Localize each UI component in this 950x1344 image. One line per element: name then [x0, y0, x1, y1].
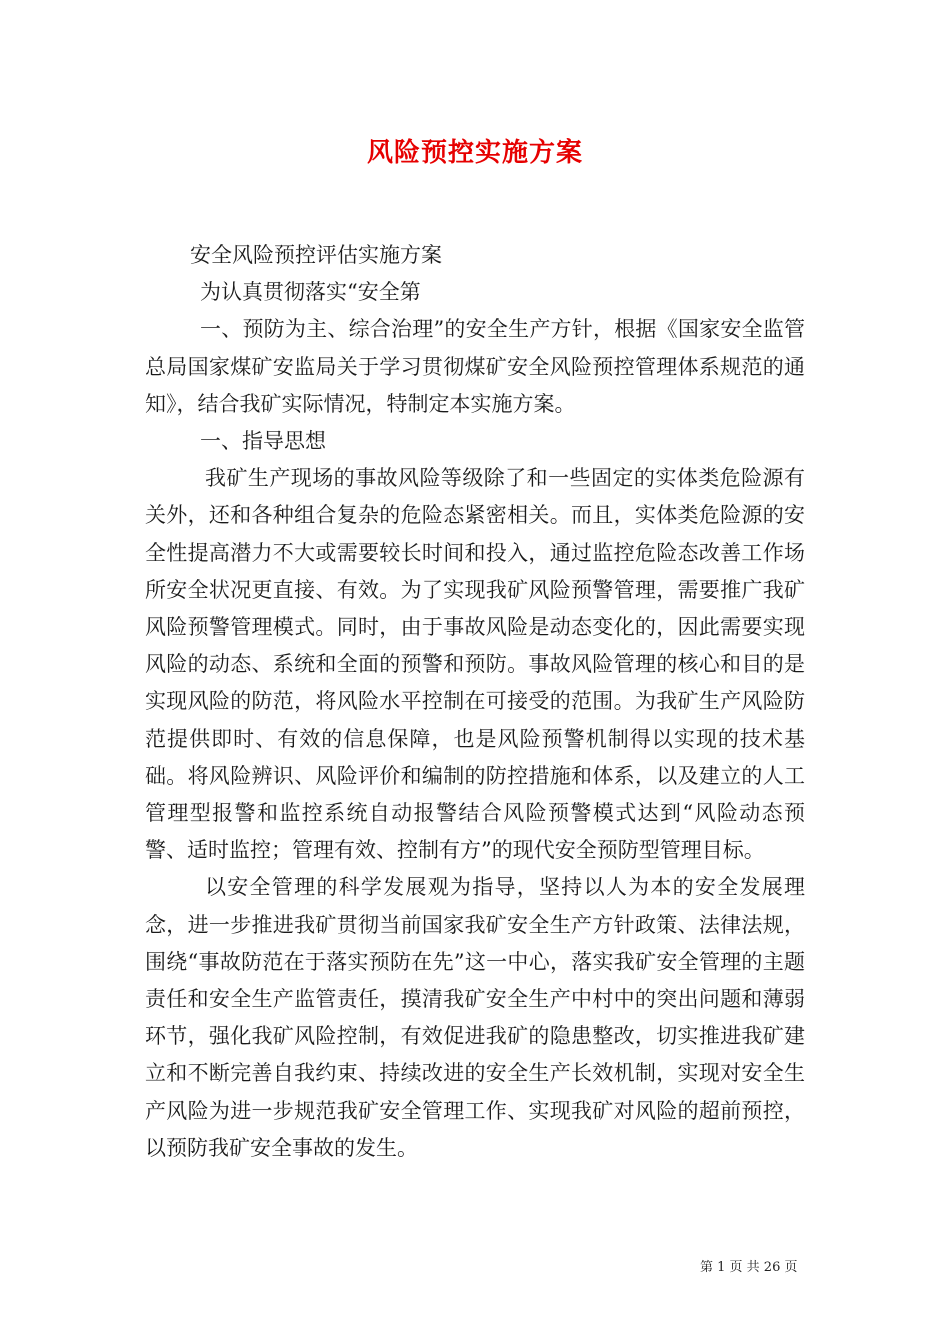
- document-body: [145, 237, 805, 1167]
- page-title: 风险预控实施方案: [366, 138, 583, 168]
- subtitle: 安全风险预控评估实施方案: [190, 243, 442, 267]
- section-heading-guiding-ideology: 一、指导思想: [200, 429, 326, 454]
- intro-paragraph: 一、预防为主、综合治理”的安全生产方针，根据《国家安全监管总局国家煤矿安监局关于学习贯彻煤矿安全风险预控管理体系规范的通知》，结合我矿实际情况，特制定本实施方案。: [145, 317, 805, 416]
- body-paragraph-1: 我矿生产现场的事故风险等级除了和一些固定的实体类危险源有关外，还和各种组合复杂的危险态紧密相关。而且，实体类危险源的安全性提高潜力不大或需要较长时间和投入，通过监控危险态改善工作场所安全状况更直接、有效。为了实现我矿风险预警管理，需要推广我矿风险预警管理模式。同时，由于事故风险是动态变化的，因此需要实现风险的动态、系统和全面的预警和预防。事故风险管理的核心和目的是实现风险的防范，将风险水平控制在可接受的范围。为我矿生产风险防范提供即时、有效的信息保障，也是风险预警机制得以实现的技术基础。将风险辨识、风险评价和编制的防控措施和体系，以及建立的人工管理型报警和监控系统自动报警结合风险预警模式达到“风险动态预警、适时监控；管理有效、控制有方”的现代安全预防型管理目标。: [145, 466, 805, 863]
- page-number-footer: [700, 1256, 810, 1275]
- intro-line-1: 为认真贯彻落实“安全第: [200, 280, 421, 305]
- body-paragraph-2: 以安全管理的科学发展观为指导，坚持以人为本的安全发展理念，进一步推进我矿贯彻当前国家我矿安全生产方针政策、法律法规，围绕“事故防范在于落实预防在先”这一中心，落实我矿安全管理的主题责任和安全生产监管责任，摸清我矿安全生产中村中的突出问题和薄弱环节，强化我矿风险控制，有效促进我矿的隐患整改，切实推进我矿建立和不断完善自我约束、持续改进的安全生产长效机制，实现对安全生产风险为进一步规范我矿安全管理工作、实现我矿对风险的超前预控，以预防我矿安全事故的发生。: [145, 875, 805, 1160]
- page-number-label: 第 1 页 共 26 页: [700, 1260, 798, 1275]
